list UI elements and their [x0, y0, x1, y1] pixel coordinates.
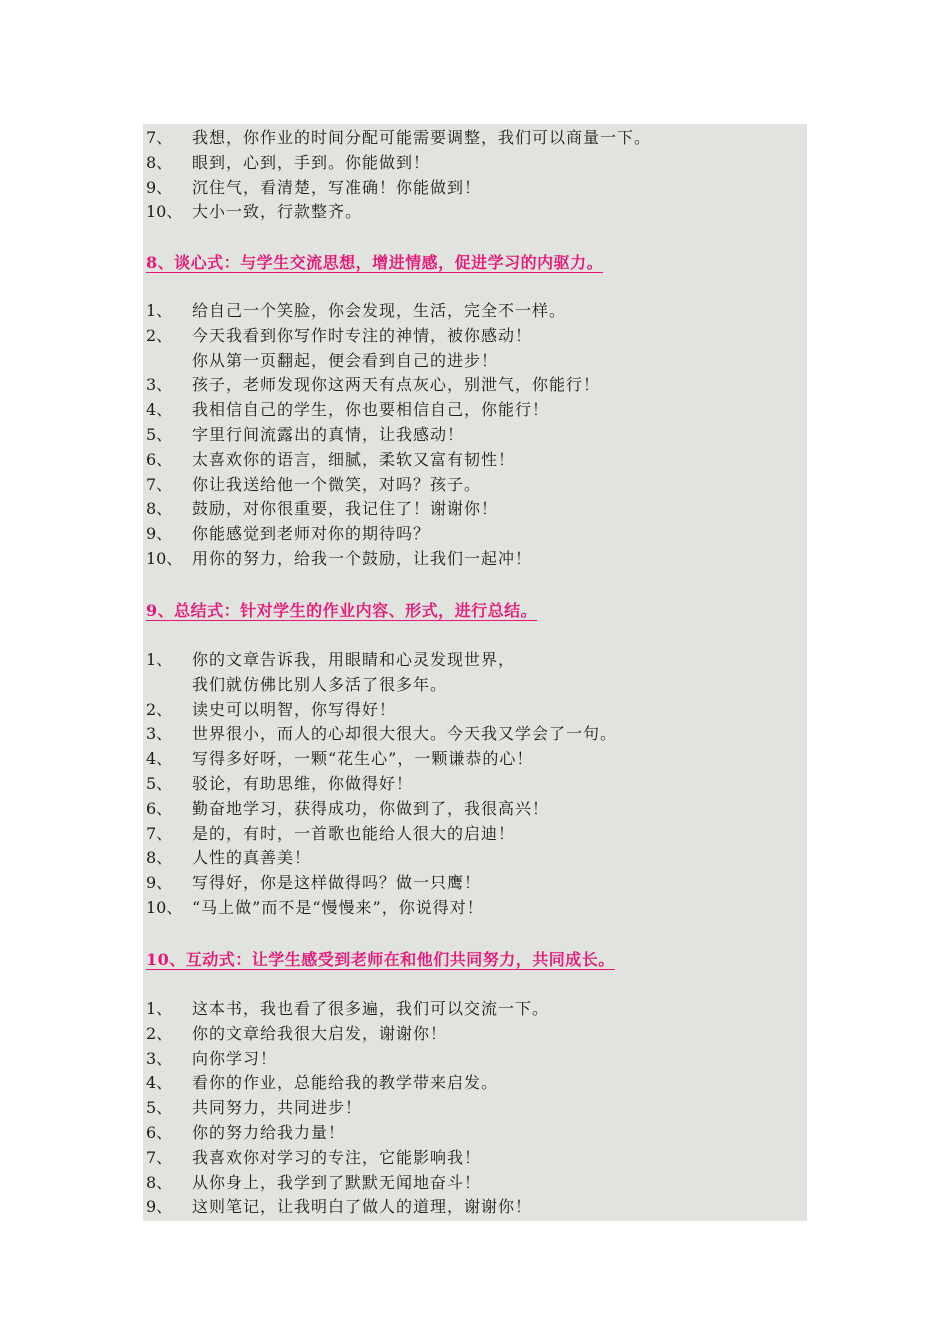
item-text: 写得好，你是这样做得吗？做一只鹰！ — [192, 873, 482, 893]
item-text: 向你学习！ — [192, 1048, 278, 1068]
list-section-9 — [143, 648, 807, 921]
item-text: 鼓励，对你很重要，我记住了！谢谢你！ — [192, 499, 499, 519]
item-number: 2、 — [146, 699, 173, 719]
item-text: 你的努力给我力量！ — [192, 1122, 346, 1142]
item-number: 8、 — [146, 152, 173, 172]
item-text: 我想，你作业的时间分配可能需要调整，我们可以商量一下。 — [192, 128, 652, 147]
list-item — [143, 522, 807, 547]
list-item — [143, 1071, 807, 1096]
item-text: 你能感觉到老师对你的期待吗？ — [192, 524, 431, 544]
list-item — [143, 1096, 807, 1121]
item-number: 7、 — [146, 1147, 173, 1167]
item-text: 这则笔记，让我明白了做人的道理，谢谢你！ — [192, 1197, 533, 1217]
item-number: 5、 — [146, 1098, 173, 1118]
item-number: 10、 — [146, 548, 183, 568]
item-text: 我们就仿佛比别人多活了很多年。 — [192, 674, 448, 694]
item-number: 7、 — [146, 823, 173, 843]
list-item — [143, 151, 807, 176]
list-item — [143, 698, 807, 723]
section-9-heading: 9、总结式：针对学生的作业内容、形式，进行总结。 — [146, 601, 538, 620]
section-10-heading: 10、互动式：让学生感受到老师在和他们共同努力，共同成长。 — [146, 950, 615, 969]
item-number: 9、 — [146, 524, 173, 544]
item-text: 你的文章给我很大启发，谢谢你！ — [192, 1023, 448, 1043]
list-item — [143, 126, 807, 151]
list-item — [143, 673, 807, 698]
item-number: 8、 — [146, 848, 173, 868]
list-section-10 — [143, 997, 807, 1220]
list-item — [143, 822, 807, 847]
item-text: 你的文章告诉我，用眼睛和心灵发现世界， — [192, 650, 516, 669]
item-text: 你从第一页翻起，便会看到自己的进步！ — [192, 350, 499, 370]
list-item — [143, 846, 807, 871]
section-8-heading: 8、谈心式：与学生交流思想，增进情感，促进学习的内驱力。 — [146, 253, 604, 272]
list-item — [143, 1121, 807, 1146]
item-text: 用你的努力，给我一个鼓励，让我们一起冲！ — [192, 548, 533, 568]
item-text: 是的，有时，一首歌也能给人很大的启迪！ — [192, 823, 516, 843]
item-number: 6、 — [146, 798, 173, 818]
list-item — [143, 299, 807, 324]
item-text: 勤奋地学习，获得成功，你做到了，我很高兴！ — [192, 798, 550, 818]
item-text: 看你的作业，总能给我的教学带来启发。 — [192, 1073, 499, 1093]
item-number: 5、 — [146, 773, 173, 793]
list-item — [143, 1022, 807, 1047]
item-number: 3、 — [146, 724, 173, 744]
list-item — [143, 997, 807, 1022]
list-item — [143, 200, 807, 225]
item-text: 你让我送给他一个微笑，对吗？孩子。 — [192, 474, 482, 494]
item-number: 10、 — [146, 897, 183, 917]
list-item — [143, 648, 807, 673]
item-text: 驳论，有助思维，你做得好！ — [192, 773, 414, 793]
item-text: 眼到，心到，手到。你能做到！ — [192, 152, 431, 172]
list-item — [143, 747, 807, 772]
list-item — [143, 473, 807, 498]
item-number: 5、 — [146, 424, 173, 444]
item-text: “马上做”而不是“慢慢来”，你说得对！ — [192, 897, 484, 917]
list-item — [143, 1171, 807, 1196]
item-number: 1、 — [146, 301, 173, 320]
list-item — [143, 1195, 807, 1220]
item-number: 6、 — [146, 449, 173, 469]
list-item — [143, 1047, 807, 1072]
item-number: 4、 — [146, 400, 173, 420]
item-text: 共同努力，共同进步！ — [192, 1098, 363, 1118]
item-number: 2、 — [146, 325, 173, 345]
item-text: 今天我看到你写作时专注的神情，被你感动！ — [192, 325, 533, 345]
item-number: 3、 — [146, 375, 173, 395]
item-text: 太喜欢你的语言，细腻，柔软又富有韧性！ — [192, 449, 516, 469]
item-number: 7、 — [146, 474, 173, 494]
list-section-8 — [143, 299, 807, 572]
item-text: 沉住气，看清楚，写准确！你能做到！ — [192, 177, 482, 197]
item-number: 4、 — [146, 749, 173, 769]
list-item — [143, 772, 807, 797]
item-number: 9、 — [146, 177, 173, 197]
item-text: 大小一致，行款整齐。 — [192, 202, 363, 222]
item-number: 7、 — [146, 128, 173, 147]
item-number: 8、 — [146, 499, 173, 519]
list-top — [143, 126, 807, 225]
list-item — [143, 1146, 807, 1171]
item-text: 给自己一个笑脸，你会发现，生活，完全不一样。 — [192, 301, 567, 320]
item-number: 2、 — [146, 1023, 173, 1043]
item-text: 写得多好呀，一颗“花生心”，一颗谦恭的心！ — [192, 749, 534, 769]
item-number: 1、 — [146, 999, 173, 1018]
list-item — [143, 373, 807, 398]
item-number: 10、 — [146, 202, 183, 222]
list-item — [143, 871, 807, 896]
list-item — [143, 896, 807, 921]
item-number: 6、 — [146, 1122, 173, 1142]
list-item — [143, 398, 807, 423]
list-item — [143, 349, 807, 374]
item-text: 我相信自己的学生，你也要相信自己，你能行！ — [192, 400, 550, 420]
list-item — [143, 423, 807, 448]
document-panel — [143, 124, 807, 1221]
item-text: 我喜欢你对学习的专注，它能影响我！ — [192, 1147, 482, 1167]
item-number: 1、 — [146, 650, 173, 669]
item-number: 9、 — [146, 1197, 173, 1217]
list-item — [143, 722, 807, 747]
item-number: 4、 — [146, 1073, 173, 1093]
list-item — [143, 324, 807, 349]
list-item — [143, 448, 807, 473]
item-text: 字里行间流露出的真情，让我感动！ — [192, 424, 465, 444]
item-text: 人性的真善美！ — [192, 848, 312, 868]
item-number: 8、 — [146, 1172, 173, 1192]
list-item — [143, 176, 807, 201]
item-text: 这本书，我也看了很多遍，我们可以交流一下。 — [192, 999, 550, 1018]
item-text: 从你身上，我学到了默默无闻地奋斗！ — [192, 1172, 482, 1192]
item-text: 读史可以明智，你写得好！ — [192, 699, 397, 719]
item-text: 世界很小，而人的心却很大很大。今天我又学会了一句。 — [192, 724, 618, 744]
item-number: 9、 — [146, 873, 173, 893]
item-number: 3、 — [146, 1048, 173, 1068]
list-item — [143, 497, 807, 522]
list-item — [143, 797, 807, 822]
item-text: 孩子，老师发现你这两天有点灰心，别泄气，你能行！ — [192, 375, 601, 395]
list-item — [143, 547, 807, 572]
